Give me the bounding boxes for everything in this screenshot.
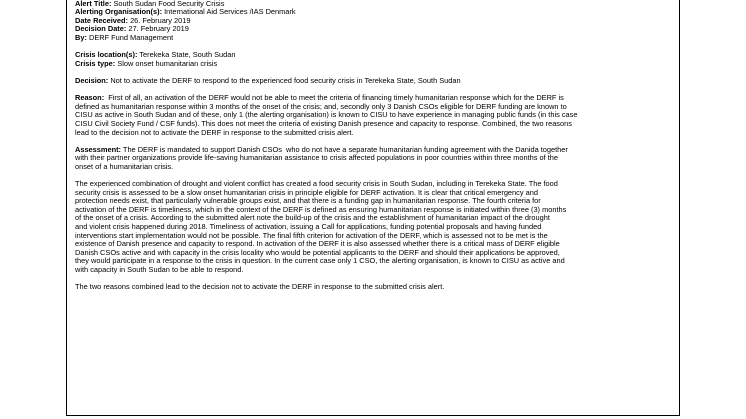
body-paragraph: The experienced combination of drought and violent conflict has created a food security crisis in South Sudan, including in Terekeka State. The food security crisis is assessed to be a slow onset humanitarian crisis in principle eligible for DERF activation. It is clear that critical emergency and protection needs exist, that particularly vulnerable groups exist, and that there is a funding gap in humanitarian response. The fourth criteria for activation of the DERF is timeliness, which in the context of the DERF is defined as ensuring humanitarian response is initiated within three (3) months of the onset of a crisis. According to the submitted alert note the build-up of the crisis and the establishment of humanitarian impact of the drought and violent crisis happened during 2018. Timeliness of activation, issuing a Call for applications, funding potential proposals and having funded interventions start implementation would not be possible. The final fifth criterion for activation of the DERF, which is assessed not to be met is the existence of Danish presence and capacity to respond. In activation of the DERF it is also assessed whether there is a critical mass of DERF eligible Danish CSOs active and with capacity in the crisis locality who would be potential applicants to the DERF and should their applications be approved, they would participate in a response to the crisis in question. In the current case only 1 CSO, the alerting organisation, is known to CISU as active and with capacity in South Sudan to be able to respond. [75, 179, 567, 274]
reason-paragraph: Reason: First of all, an activation of the DERF would not be able to meet the criteria of financing timely humanitarian response which for the DERF is defined as humanitarian response within 3 months of the onset of the crisis; and, secondly only 3 Danish CSOs eligible for DERF funding are known to CISU as active in South Sudan and of these, only 1 (the alerting organisation) is known to CISU to have experience in managing public funds (in this case CISU Civil Society Fund / CSF funds). This does not meet the criteria of existing Danish presence and capacity to response. Combined, the two reasons lead to the decision not to activate the DERF in response to the submitted crisis alert. [75, 93, 578, 137]
assessment-paragraph: Assessment: The DERF is mandated to support Danish CSOs who do not have a separate humanitarian funding agreement with the Danida together with their partner organizations provide life-saving humanitarian assistance to crisis affected populations in poor countries within three months of the onset of a humanitarian crisis. [75, 144, 568, 171]
assessment-label: Assessment: [75, 144, 122, 154]
crisis-location-line: Crisis location(s): Terekeka State, South Sudan [75, 50, 236, 60]
date-received-line: Date Received: 26. February 2019 [75, 15, 191, 25]
alerting-organisation-line: Alerting Organisation(s): International Aid Services /IAS Denmark [75, 7, 296, 17]
reason-label: Reason: [75, 93, 105, 103]
by-line: By: DERF Fund Management [75, 32, 174, 42]
crisis-type-line: Crisis type: Slow onset humanitarian crisis [75, 58, 218, 68]
alert-title-line: Alert Title: South Sudan Food Security Crisis [75, 0, 225, 8]
conclusion-paragraph: The two reasons combined lead to the decision not to activate the DERF in response to the submitted crisis alert. [75, 282, 445, 292]
decision-date-line: Decision Date: 27. February 2019 [75, 24, 189, 34]
decision-line: Decision: Not to activate the DERF to respond to the experienced food security crisis in Terekeka State, South Sudan [75, 75, 461, 85]
decision-document [66, 0, 680, 416]
